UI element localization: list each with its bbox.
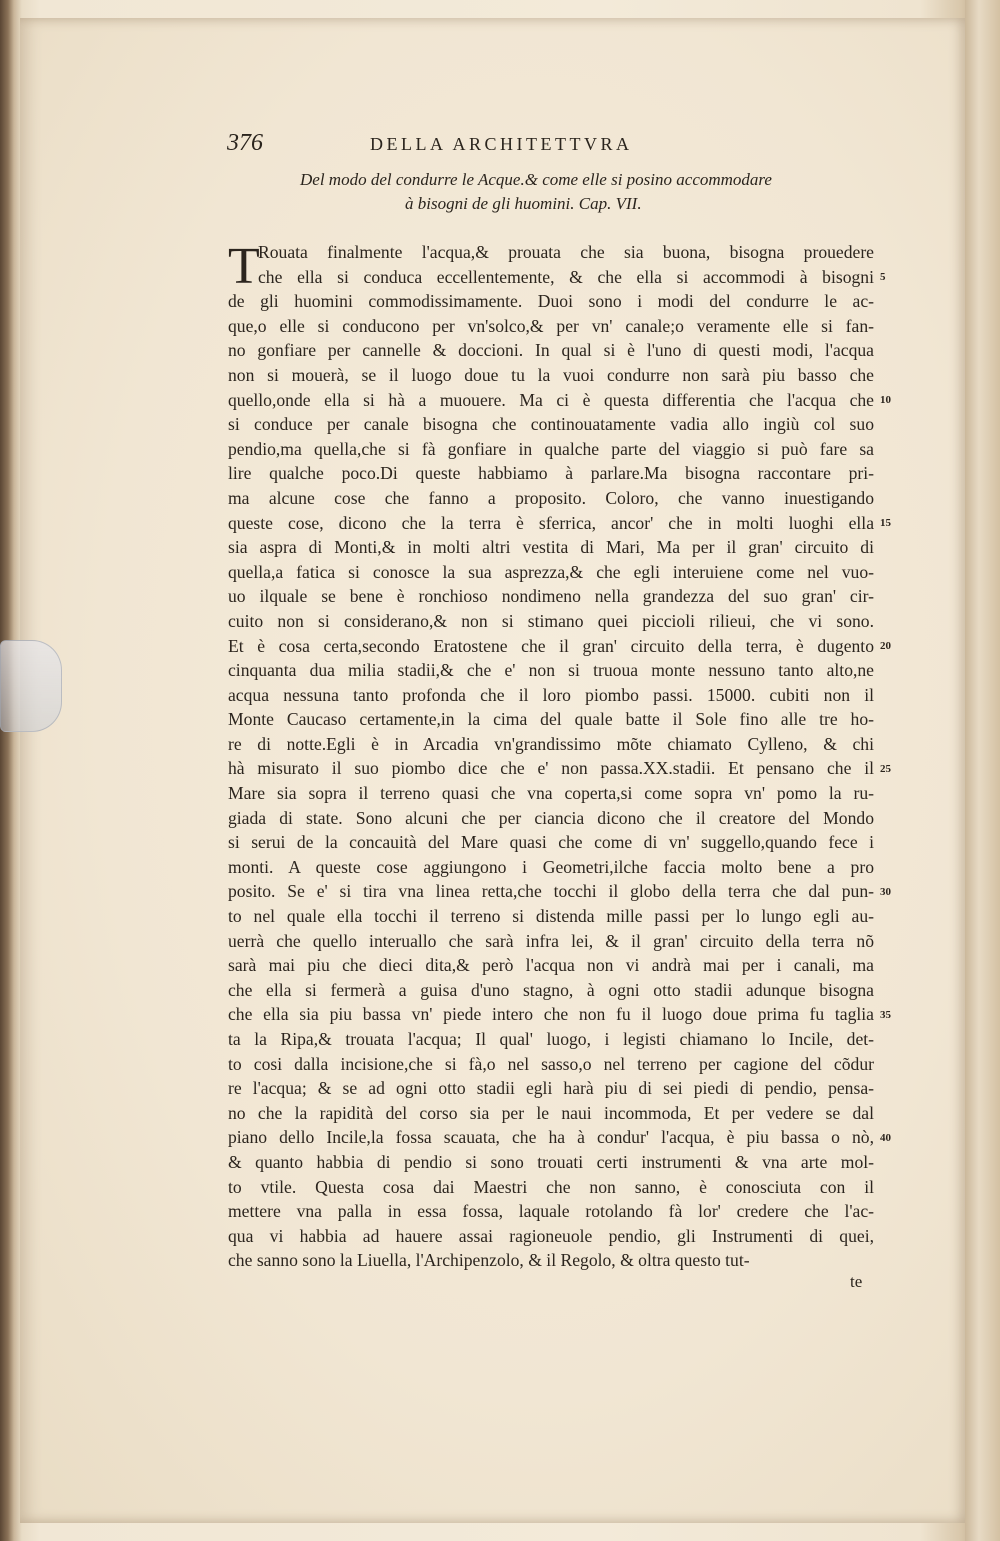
body-text (228, 240, 874, 1273)
facing-page-edge (965, 0, 1000, 1541)
text-line: qua vi habbia ad hauere assai ragioneuole pendio, gli Instrumenti di quei, (228, 1225, 874, 1246)
text-line: hà misurato il suo piombo dice che e' non passa.XX.stadii. Et pensano che il (228, 758, 874, 779)
margin-line-number: 10 (880, 393, 891, 406)
text-line: si conduce per canale bisogna che continouatamente vadia allo ingiù col suo (228, 414, 874, 435)
text-line: no gonfiare per cannelle & doccioni. In qual si è l'uno di questi modi, l'acqua (228, 340, 874, 361)
text-line: giada di state. Sono alcuni che per ciancia dicono che il creatore del Mondo (228, 807, 874, 828)
text-line: Rouata finalmente l'acqua,& prouata che sia buona, bisogna prouedere (258, 242, 874, 262)
text-line: to nel quale ella tocchi il terreno si distenda mille passi per lo lungo egli au- (228, 906, 874, 927)
text-line: che ella sia piu bassa vn' piede intero che non fu il luogo doue prima fu taglia (228, 1004, 874, 1025)
margin-line-number: 35 (880, 1008, 891, 1021)
text-line: uerrà che quello interuallo che sarà infra lei, & il gran' circuito della terra nõ (228, 930, 874, 951)
catchword: te (850, 1272, 863, 1291)
margin-line-number: 20 (880, 639, 891, 652)
text-line: to cosi dalla incisione,che si fà,o nel sasso,o nel terreno per cagione del cõdur (228, 1053, 874, 1074)
text-line: non si mouerà, se il luogo doue tu la vuoi condurre non sarà piu basso che (228, 364, 874, 385)
margin-line-number: 5 (880, 270, 886, 283)
text-line: sarà mai piu che dieci dita,& però l'acqua non vi andrà mai per i canali, ma (228, 955, 874, 976)
text-line: che ella si conduca eccellentemente, & che ella si accommodi à bisogni (258, 266, 874, 287)
chapter-title-line-2: à bisogni de gli huomini. Cap. VII. (405, 194, 642, 213)
text-line: re l'acqua; & se ad ogni otto stadii egli harà piu di sei piedi di pendio, pensa- (228, 1078, 874, 1099)
text-line: Mare sia sopra il terreno quasi che vna coperta,si come sopra vn' pomo la ru- (228, 783, 874, 804)
chapter-title (300, 168, 820, 216)
text-line: Et è cosa certa,secondo Eratostene che il gran' circuito della terra, è dugento (228, 635, 874, 656)
text-line: quello,onde ella si hà a muouere. Ma ci è questa differentia che l'acqua che (228, 389, 874, 410)
text-line: uo ilquale se bene è ronchioso nondimeno nella grandezza del suo gran' cir- (228, 586, 874, 607)
text-line: monti. A queste cose aggiungono i Geometri,ilche faccia molto bene a pro (228, 856, 874, 877)
text-line: & quanto habbia di pendio si sono trouati certi instrumenti & vna arte mol- (228, 1151, 874, 1172)
text-line: cinquanta dua milia stadii,& che e' non si truoua monte nessuno tanto alto,ne (228, 660, 874, 681)
page-header (227, 130, 687, 160)
text-line: che ella si fermerà a guisa d'uno stagno, à ogni otto stadii adunque bisogna (228, 979, 874, 1000)
text-line: acqua nessuna tanto profonda che il loro piombo passi. 15000. cubiti non il (228, 684, 874, 705)
text-line: Monte Caucaso certamente,in la cima del quale batte il Sole fino alle tre ho- (228, 709, 874, 730)
text-line: no che la rapidità del corso sia per le naui incommoda, Et per vedere se dal (228, 1102, 874, 1123)
text-line: posito. Se e' si tira vna linea retta,che tocchi il globo della terra che dal pun- (228, 881, 874, 902)
text-line: mettere vna palla in essa fossa, laquale rotolando fà lor' credere che l'ac- (228, 1201, 874, 1222)
text-line: lire qualche poco.Di queste habbiamo à parlare.Ma bisogna raccontare pri- (228, 463, 874, 484)
text-line: si serui de la concauità del Mare quasi che come di vn' suggello,quando fece i (228, 832, 874, 853)
margin-line-number: 25 (880, 762, 891, 775)
margin-line-number: 30 (880, 885, 891, 898)
text-line: re di notte.Egli è in Arcadia vn'grandissimo mõte chiamato Cylleno, & chi (228, 733, 874, 754)
text-line: che sanno sono la Liuella, l'Archipenzolo, & il Regolo, & oltra questo tut- (228, 1250, 750, 1271)
text-line: to vtile. Questa cosa dai Maestri che non sanno, è conosciuta con il (228, 1176, 874, 1197)
text-line: piano dello Incile,la fossa scauata, che ha à condur' l'acqua, è piu bassa o nò, (228, 1127, 874, 1148)
running-title: DELLA ARCHITETTVRA (370, 134, 633, 154)
text-line: cuito non si considerano,& non si stimano quei piccioli rilieui, che vi sono. (228, 610, 874, 631)
margin-line-number: 15 (880, 516, 891, 529)
page-number: 376 (227, 130, 263, 156)
text-line: que,o elle si conducono per vn'solco,& per vn' canale;o veramente elle si fan- (228, 315, 874, 336)
page-clip (0, 640, 62, 732)
text-line: ta la Ripa,& trouata l'acqua; Il qual' luogo, i legisti chiamano lo Incile, det- (228, 1029, 874, 1049)
text-line: quella,a fatica si conosce la sua asprezza,& che egli interuiene come nel vuo- (228, 561, 874, 582)
text-line: queste cose, dicono che la terra è sferrica, ancor' che in molti luoghi ella (228, 512, 874, 533)
margin-line-number: 40 (880, 1131, 891, 1144)
text-line: sia aspra di Monti,& in molti altri vestita di Mari, Ma per il gran' circuito di (228, 537, 874, 558)
chapter-title-line-1: Del modo del condurre le Acque.& come elle si posino accommodare (300, 170, 772, 189)
drop-cap: T (228, 238, 260, 295)
text-line: de gli huomini commodissimamente. Duoi sono i modi del condurre le ac- (228, 291, 874, 312)
text-line: ma alcune cose che fanno a proposito. Coloro, che vanno inuestigando (228, 487, 874, 508)
text-line: pendio,ma quella,che si fà gonfiare in qualche parte del viaggio si può fare sa (228, 438, 874, 459)
